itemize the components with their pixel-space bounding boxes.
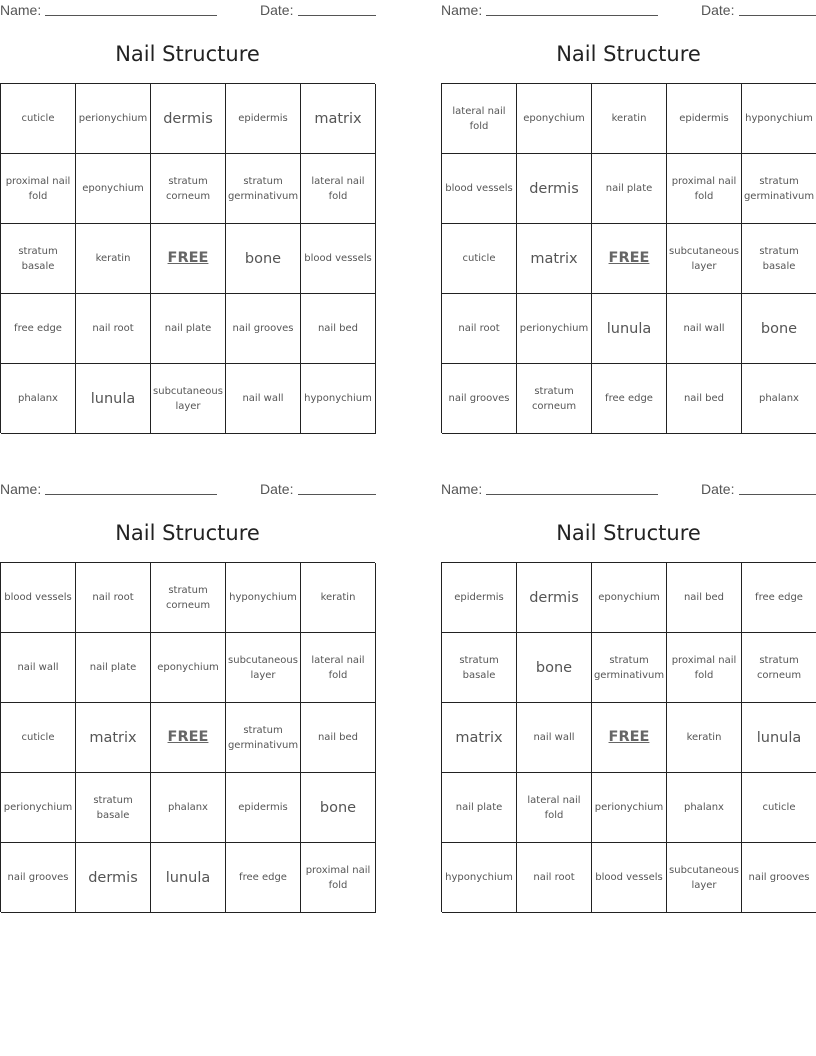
bingo-cell[interactable]: eponychium [76, 154, 151, 224]
bingo-cell[interactable]: lateral nail fold [442, 84, 517, 154]
bingo-cell[interactable]: stratum basale [442, 633, 517, 703]
card-title: Nail Structure [115, 42, 260, 66]
bingo-cell[interactable]: phalanx [151, 773, 226, 843]
bingo-cell[interactable]: eponychium [592, 563, 667, 633]
date-blank-line[interactable] [739, 15, 816, 16]
bingo-cell[interactable]: keratin [301, 563, 376, 633]
bingo-cell[interactable]: stratum corneum [151, 563, 226, 633]
bingo-cell[interactable]: epidermis [226, 773, 301, 843]
bingo-cell[interactable]: epidermis [226, 84, 301, 154]
bingo-cell[interactable]: perionychium [517, 294, 592, 364]
bingo-cell[interactable]: hyponychium [226, 563, 301, 633]
bingo-cell[interactable]: dermis [151, 84, 226, 154]
bingo-cell[interactable]: stratum germinativum [592, 633, 667, 703]
name-date-row [441, 481, 816, 499]
bingo-cell[interactable]: lunula [592, 294, 667, 364]
bingo-cell[interactable]: free edge [592, 364, 667, 434]
name-blank-line[interactable] [45, 15, 217, 16]
bingo-cell[interactable]: subcutaneous layer [226, 633, 301, 703]
bingo-cell[interactable]: proximal nail fold [1, 154, 76, 224]
bingo-cell[interactable]: epidermis [667, 84, 742, 154]
bingo-cell[interactable]: eponychium [151, 633, 226, 703]
bingo-cell[interactable]: stratum corneum [517, 364, 592, 434]
bingo-cell[interactable]: epidermis [442, 563, 517, 633]
bingo-cell[interactable]: nail grooves [226, 294, 301, 364]
bingo-cell[interactable]: cuticle [1, 703, 76, 773]
date-blank-line[interactable] [298, 494, 376, 495]
name-label: Name: [0, 2, 42, 18]
date-blank-line[interactable] [739, 494, 816, 495]
bingo-cell[interactable]: lunula [76, 364, 151, 434]
date-blank-line[interactable] [298, 15, 376, 16]
name-blank-line[interactable] [486, 494, 658, 495]
bingo-cell[interactable]: eponychium [517, 84, 592, 154]
bingo-cell[interactable]: free edge [1, 294, 76, 364]
free-space-cell[interactable]: FREE [592, 703, 667, 773]
bingo-cell[interactable]: nail bed [301, 703, 376, 773]
bingo-cell[interactable]: proximal nail fold [667, 154, 742, 224]
bingo-cell[interactable]: nail plate [151, 294, 226, 364]
bingo-cell[interactable]: stratum germinativum [226, 703, 301, 773]
bingo-cell[interactable]: proximal nail fold [667, 633, 742, 703]
bingo-cell[interactable]: lunula [742, 703, 816, 773]
bingo-cell[interactable]: nail plate [442, 773, 517, 843]
bingo-cell[interactable]: keratin [76, 224, 151, 294]
bingo-cell[interactable]: keratin [592, 84, 667, 154]
bingo-cell[interactable]: nail wall [1, 633, 76, 703]
bingo-cell[interactable]: bone [517, 633, 592, 703]
bingo-cell[interactable]: hyponychium [301, 364, 376, 434]
bingo-cell[interactable]: hyponychium [442, 843, 517, 913]
bingo-cell[interactable]: nail bed [301, 294, 376, 364]
name-label: Name: [441, 2, 483, 18]
bingo-cell[interactable]: cuticle [742, 773, 816, 843]
bingo-card-2 [441, 0, 816, 440]
name-blank-line[interactable] [486, 15, 658, 16]
bingo-cell[interactable]: dermis [517, 154, 592, 224]
bingo-cell[interactable]: lateral nail fold [301, 633, 376, 703]
name-date-row [0, 481, 375, 499]
date-label: Date: [260, 2, 294, 18]
bingo-cell[interactable]: matrix [517, 224, 592, 294]
bingo-grid [441, 562, 816, 912]
name-blank-line[interactable] [45, 494, 217, 495]
bingo-cell[interactable]: lunula [151, 843, 226, 913]
bingo-cell[interactable]: blood vessels [592, 843, 667, 913]
bingo-cell[interactable]: nail wall [226, 364, 301, 434]
bingo-cell[interactable]: nail root [76, 294, 151, 364]
card-title: Nail Structure [556, 42, 701, 66]
bingo-cell[interactable]: perionychium [592, 773, 667, 843]
bingo-cell[interactable]: nail plate [76, 633, 151, 703]
bingo-cell[interactable]: phalanx [1, 364, 76, 434]
bingo-cell[interactable]: matrix [301, 84, 376, 154]
name-label: Name: [0, 481, 42, 497]
bingo-cell[interactable]: bone [226, 224, 301, 294]
bingo-cell[interactable]: stratum basale [742, 224, 816, 294]
name-date-row [441, 2, 816, 20]
free-space-cell[interactable]: FREE [592, 224, 667, 294]
date-label: Date: [260, 481, 294, 497]
bingo-cell[interactable]: stratum germinativum [742, 154, 816, 224]
card-title: Nail Structure [115, 521, 260, 545]
bingo-card-4 [441, 479, 816, 919]
bingo-cell[interactable]: lateral nail fold [301, 154, 376, 224]
date-label: Date: [701, 2, 735, 18]
bingo-cell[interactable]: subcutaneous layer [151, 364, 226, 434]
bingo-cell[interactable]: keratin [667, 703, 742, 773]
bingo-cell[interactable]: blood vessels [301, 224, 376, 294]
name-label: Name: [441, 481, 483, 497]
bingo-cell[interactable]: nail grooves [442, 364, 517, 434]
bingo-cell[interactable]: free edge [226, 843, 301, 913]
bingo-card-1 [0, 0, 375, 440]
free-space-cell[interactable]: FREE [151, 703, 226, 773]
card-title: Nail Structure [556, 521, 701, 545]
bingo-card-3 [0, 479, 375, 919]
bingo-cell[interactable]: stratum corneum [742, 633, 816, 703]
bingo-cell[interactable]: stratum germinativum [226, 154, 301, 224]
bingo-cell[interactable]: blood vessels [1, 563, 76, 633]
bingo-cell[interactable]: bone [301, 773, 376, 843]
date-label: Date: [701, 481, 735, 497]
bingo-cell[interactable]: cuticle [442, 224, 517, 294]
bingo-cell[interactable]: hyponychium [742, 84, 816, 154]
bingo-cell[interactable]: perionychium [76, 84, 151, 154]
bingo-cell[interactable]: nail wall [517, 703, 592, 773]
bingo-cell[interactable]: nail root [76, 563, 151, 633]
bingo-cell[interactable]: subcutaneous layer [667, 224, 742, 294]
bingo-cell[interactable]: nail wall [667, 294, 742, 364]
bingo-cell[interactable]: stratum corneum [151, 154, 226, 224]
bingo-cell[interactable]: nail grooves [1, 843, 76, 913]
bingo-cell[interactable]: nail root [442, 294, 517, 364]
bingo-cell[interactable]: phalanx [742, 364, 816, 434]
bingo-cell[interactable]: cuticle [1, 84, 76, 154]
name-date-row [0, 2, 375, 20]
bingo-grid [0, 83, 375, 433]
bingo-cell[interactable]: perionychium [1, 773, 76, 843]
bingo-cell[interactable]: phalanx [667, 773, 742, 843]
bingo-cell[interactable]: nail bed [667, 364, 742, 434]
bingo-cell[interactable]: dermis [517, 563, 592, 633]
bingo-cell[interactable]: subcutaneous layer [667, 843, 742, 913]
bingo-cell[interactable]: stratum basale [1, 224, 76, 294]
bingo-cell[interactable]: nail plate [592, 154, 667, 224]
bingo-cell[interactable]: dermis [76, 843, 151, 913]
bingo-cell[interactable]: bone [742, 294, 816, 364]
bingo-cell[interactable]: proximal nail fold [301, 843, 376, 913]
bingo-cell[interactable]: matrix [76, 703, 151, 773]
bingo-grid [441, 83, 816, 433]
bingo-cell[interactable]: matrix [442, 703, 517, 773]
bingo-cell[interactable]: nail bed [667, 563, 742, 633]
bingo-grid [0, 562, 375, 912]
bingo-cell[interactable]: stratum basale [76, 773, 151, 843]
bingo-cell[interactable]: blood vessels [442, 154, 517, 224]
bingo-cell[interactable]: nail grooves [742, 843, 816, 913]
free-space-cell[interactable]: FREE [151, 224, 226, 294]
bingo-cell[interactable]: free edge [742, 563, 816, 633]
bingo-cell[interactable]: nail root [517, 843, 592, 913]
bingo-cell[interactable]: lateral nail fold [517, 773, 592, 843]
